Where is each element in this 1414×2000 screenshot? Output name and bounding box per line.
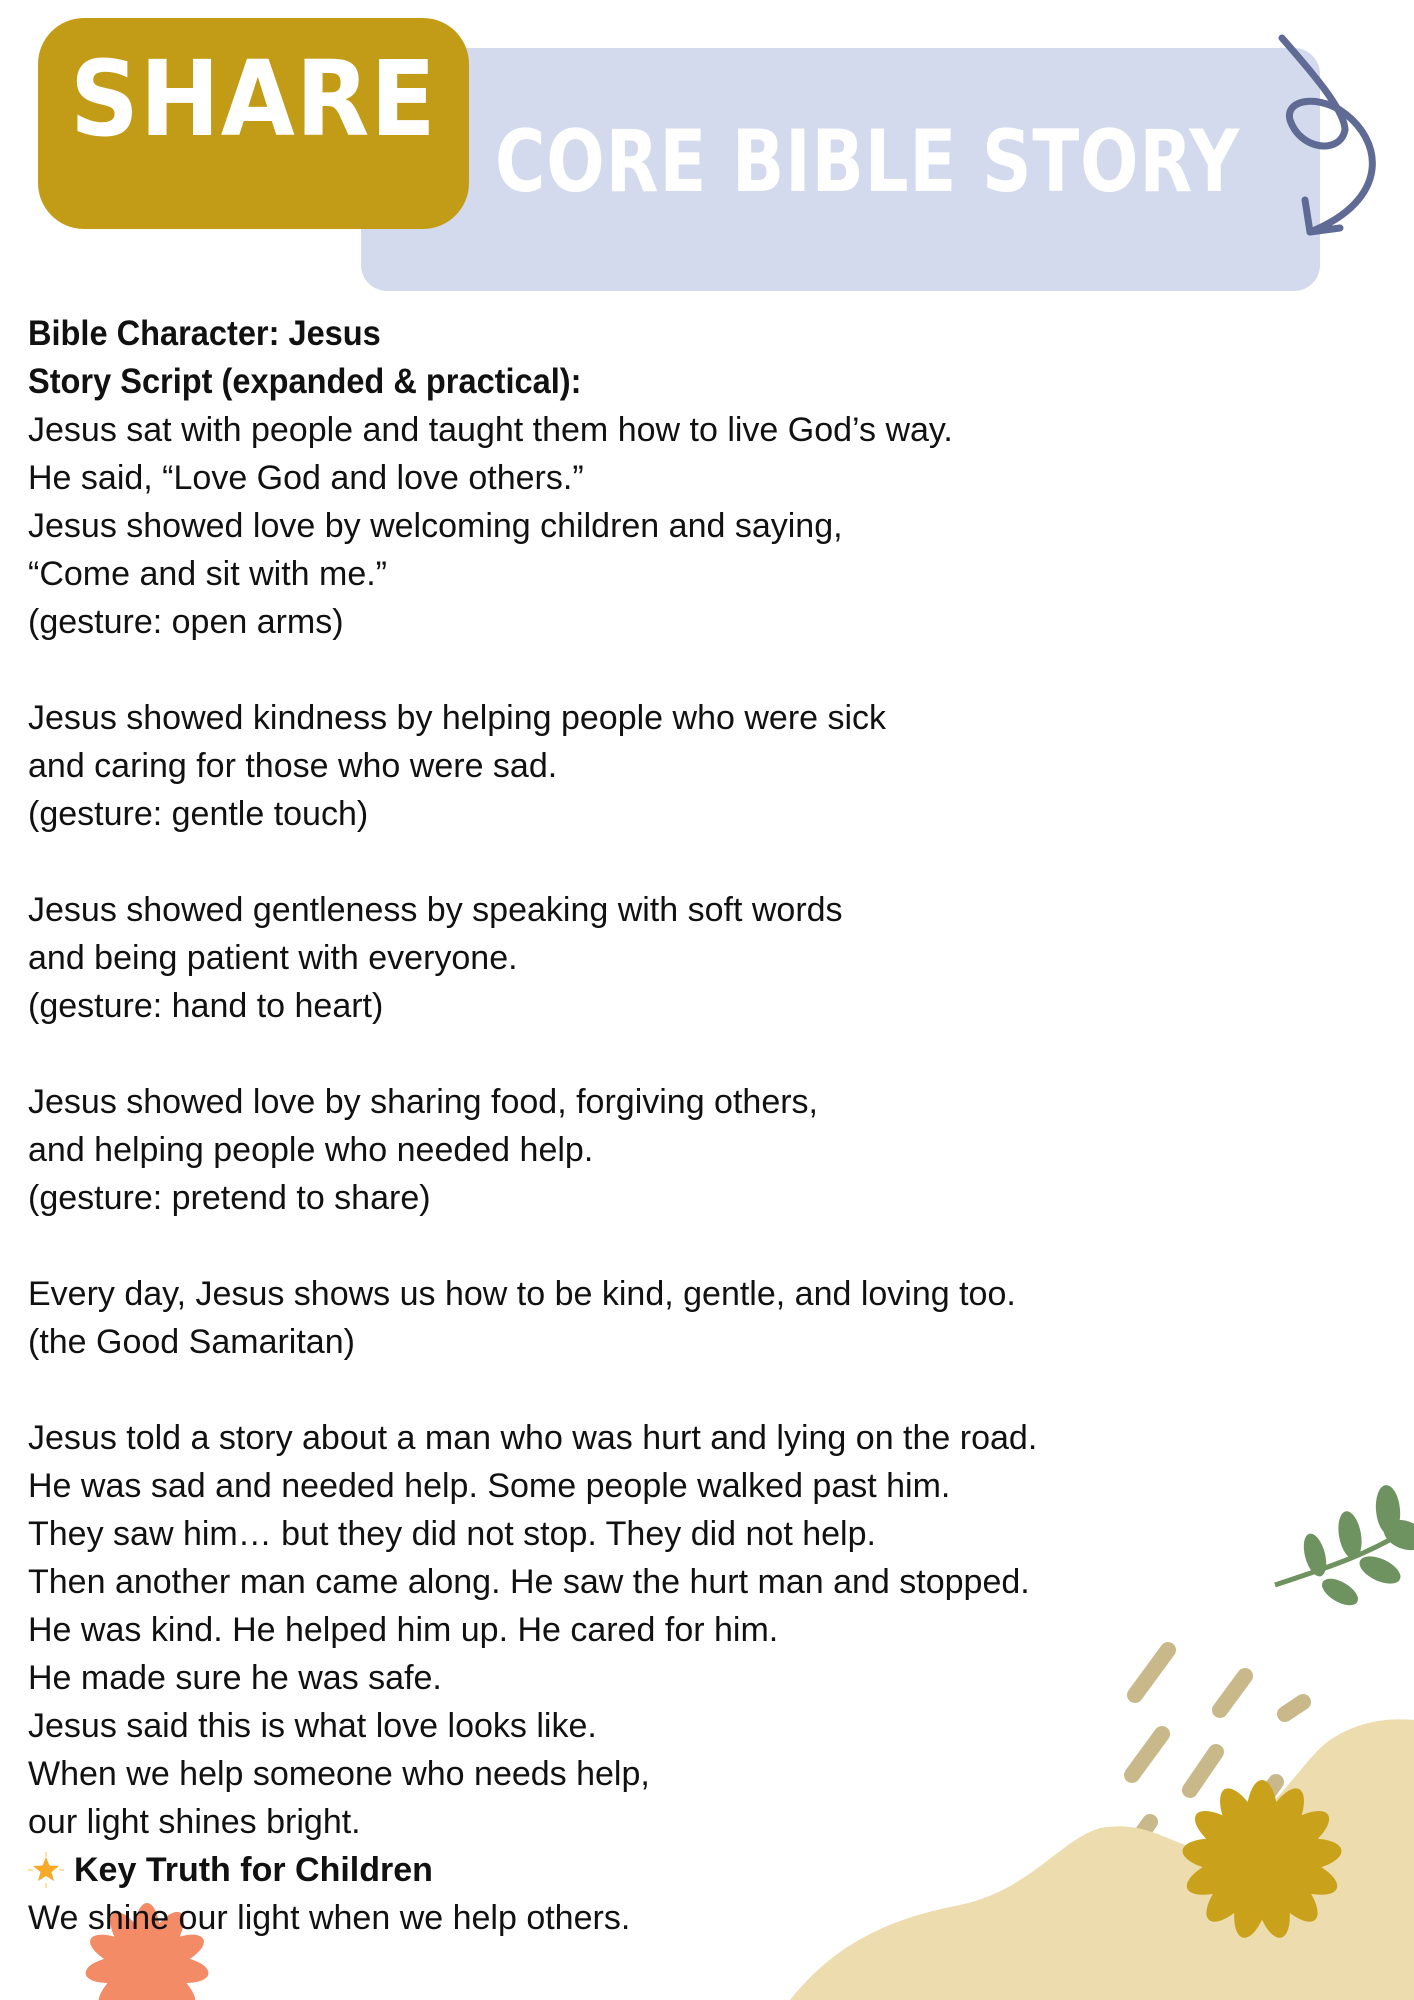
paragraph xyxy=(28,694,1148,838)
story-line: (gesture: gentle touch) xyxy=(28,795,369,833)
bible-character: Bible Character: Jesus xyxy=(28,314,381,353)
story-line: our light shines bright. xyxy=(28,1803,361,1841)
story-line: Jesus showed love by welcoming children and saying, xyxy=(28,507,843,545)
paragraph xyxy=(28,886,1148,1030)
story-line: Then another man came along. He saw the hurt man and stopped. xyxy=(28,1563,1030,1601)
story-line: (gesture: hand to heart) xyxy=(28,987,384,1025)
story-line: They saw him… but they did not stop. They did not help. xyxy=(28,1515,876,1553)
leaf-sprig-icon xyxy=(1275,1484,1414,1611)
story-line: Jesus showed gentleness by speaking with soft words xyxy=(28,891,843,929)
story-line: Jesus told a story about a man who was hurt and lying on the road. xyxy=(28,1419,1038,1457)
glowing-star-icon xyxy=(28,1852,64,1888)
story-line: Jesus showed kindness by helping people who were sick xyxy=(28,699,887,737)
story-line: He made sure he was safe. xyxy=(28,1659,442,1697)
story-line: “Come and sit with me.” xyxy=(28,555,387,593)
curly-arrow-icon xyxy=(1282,38,1372,232)
paragraph xyxy=(28,1078,1148,1222)
paragraph xyxy=(28,406,1148,646)
story-line: Every day, Jesus shows us how to be kind, gentle, and loving too. xyxy=(28,1275,1016,1313)
story-line: When we help someone who needs help, xyxy=(28,1755,650,1793)
story-line: (gesture: open arms) xyxy=(28,603,344,641)
story-line: He was kind. He helped him up. He cared for him. xyxy=(28,1611,779,1649)
paragraph xyxy=(28,1270,1148,1366)
story-line: and helping people who needed help. xyxy=(28,1131,594,1169)
story-line: Jesus showed love by sharing food, forgiving others, xyxy=(28,1083,819,1121)
story-line: Jesus said this is what love looks like. xyxy=(28,1707,597,1745)
key-truth-heading xyxy=(28,1846,1148,1894)
story-line: He was sad and needed help. Some people walked past him. xyxy=(28,1467,951,1505)
story-line: and being patient with everyone. xyxy=(28,939,518,977)
key-truth-text: We shine our light when we help others. xyxy=(28,1899,631,1937)
story-line: (gesture: pretend to share) xyxy=(28,1179,431,1217)
story-line: (the Good Samaritan) xyxy=(28,1323,355,1361)
script-heading: Story Script (expanded & practical): xyxy=(28,362,582,401)
paragraph xyxy=(28,1414,1148,1846)
story-content xyxy=(28,310,1148,1942)
page-title: CORE BIBLE STORY xyxy=(495,112,1240,212)
share-label: SHARE xyxy=(70,37,437,160)
story-line: He said, “Love God and love others.” xyxy=(28,459,584,497)
story-line: and caring for those who were sad. xyxy=(28,747,558,785)
story-line: Jesus sat with people and taught them how to live God’s way. xyxy=(28,411,953,449)
key-truth-heading-text: Key Truth for Children xyxy=(74,1851,433,1889)
